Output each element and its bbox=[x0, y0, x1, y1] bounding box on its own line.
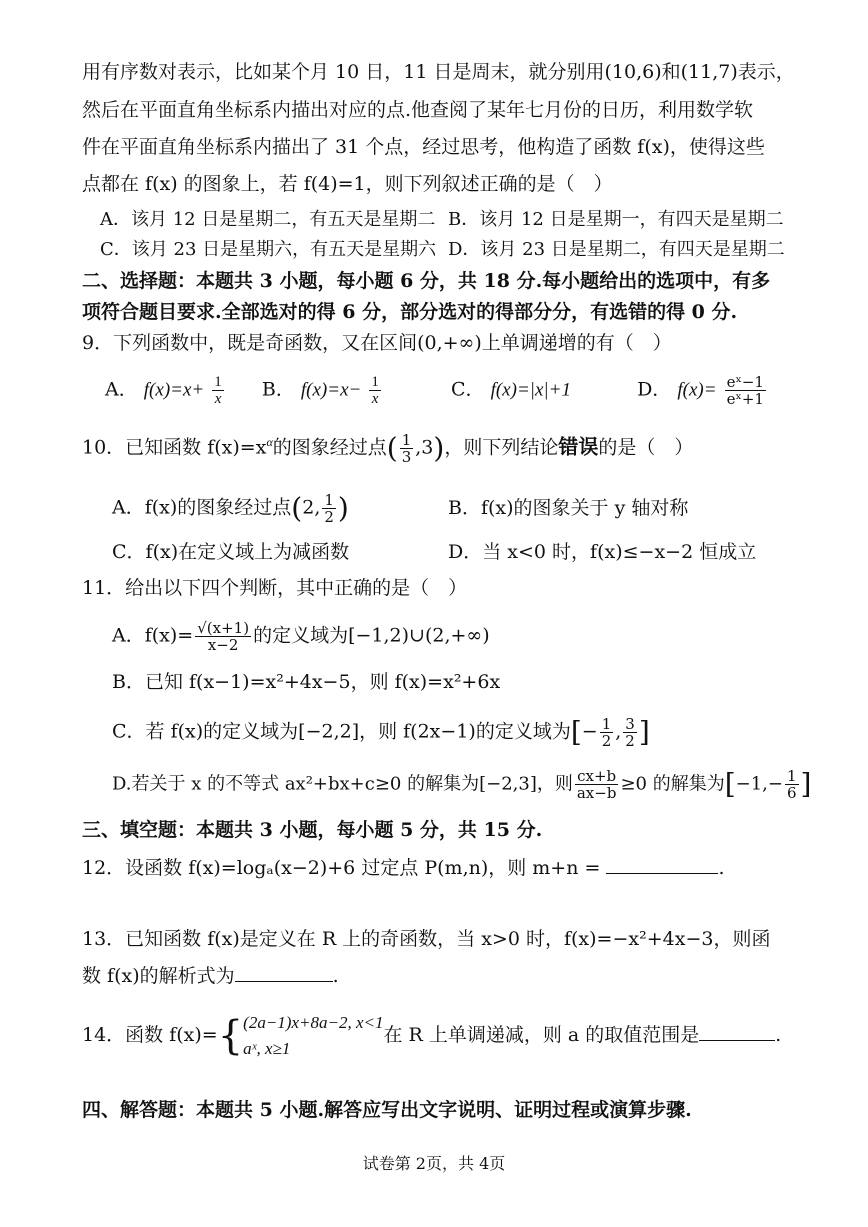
q10-exponent: α bbox=[266, 435, 273, 449]
q11-option-d-text: D.若关于 x 的不等式 ax²+bx+c≥0 的解集为[−2,3]，则 bbox=[112, 773, 573, 795]
intro-line-2: 然后在平面直角坐标系内描出对应的点.他查阅了某年七月份的日历，利用数学软 bbox=[82, 99, 754, 121]
q12-text: 12．设函数 f(x)=logₐ(x−2)+6 过定点 P(m,n)，则 m+n = bbox=[82, 857, 601, 879]
fraction-denominator: x bbox=[371, 391, 379, 407]
q10-option-a-text: A．f(x)的图象经过点 bbox=[112, 496, 292, 519]
q11-option-c: C．若 f(x)的定义域为[−2,2]，则 f(2x−1)的定义域为[− $\frac{1}{2}$ , $\frac{3}{2}$ ] bbox=[112, 715, 650, 750]
fraction-denominator: x bbox=[214, 391, 222, 407]
section-2-heading-line-1: 二、选择题：本题共 3 小题，每小题 6 分，共 18 分.每小题给出的选项中，有多 bbox=[82, 270, 771, 292]
q9-option-c-label: C． bbox=[450, 378, 485, 401]
q11-option-d: D.若关于 x 的不等式 ax²+bx+c≥0 的解集为[−2,3]，则 $\frac{cx+b}{ax-b}$ ≥0 的解集为[−1,− $\frac{1}{6}$ ] bbox=[112, 767, 812, 802]
page-footer: 试卷第 2页，共 4页 bbox=[362, 1154, 506, 1173]
q11-option-d-text-2: ≥0 的解集为 bbox=[620, 773, 725, 795]
q11-stem: 11．给出以下四个判断，其中正确的是（ ） bbox=[82, 577, 468, 599]
q11-option-a-function: A．f(x)= bbox=[112, 624, 194, 647]
q11-option-c-text: C．若 f(x)的定义域为[−2,2]，则 f(2x−1)的定义域为 bbox=[112, 720, 571, 743]
q11-option-d-interval-right bbox=[785, 768, 799, 801]
q9-option-a-expr: f(x)=x+ bbox=[143, 379, 205, 401]
q10-stem-text-2: ，则下列结论 bbox=[444, 436, 559, 459]
intro-line-1: 用有序数对表示，比如某个月 10 日，11 日是周末，就分别用(10,6)和(11,7)表示， bbox=[82, 61, 795, 83]
intro-line-3: 件在平面直角坐标系内描出了 31 个点，经过思考，他构造了函数 f(x)，使得这些 bbox=[82, 136, 765, 158]
intro-line-4: 点都在 f(x) 的图象上，若 f(4)=1，则下列叙述正确的是（ ） bbox=[82, 173, 613, 195]
q9-option-b-fraction bbox=[369, 374, 381, 407]
q8-option-b: B．该月 12 日是星期一，有四天是星期二 bbox=[448, 209, 784, 230]
q14-case-1: (2a−1)x+8a−2, x<1 bbox=[243, 1013, 384, 1032]
fraction-numerator: 1 bbox=[401, 430, 412, 449]
q10-option-c: C．f(x)在定义域上为减函数 bbox=[112, 541, 350, 563]
fraction-numerator: 1 bbox=[786, 767, 797, 785]
q9-option-b-expr: f(x)=x− bbox=[300, 379, 362, 401]
q14-text: 在 R 上单调递减，则 a 的取值范围是 bbox=[383, 1024, 700, 1046]
q10-option-b: B．f(x)的图象关于 y 轴对称 bbox=[448, 497, 689, 519]
q9-option-a-fraction bbox=[212, 374, 224, 407]
q9-option-d-fraction bbox=[725, 374, 766, 407]
fraction-numerator: 1 bbox=[324, 491, 334, 509]
fraction-numerator: cx+b bbox=[575, 768, 619, 785]
q9-option-d-label: D． bbox=[637, 378, 672, 401]
fraction-denominator: 6 bbox=[786, 784, 797, 802]
q9-options bbox=[105, 374, 768, 407]
q13-answer-blank[interactable] bbox=[235, 981, 333, 982]
section-3-heading: 三、填空题：本题共 3 小题，每小题 5 分，共 15 分. bbox=[82, 819, 543, 841]
q11-option-b: B．已知 f(x−1)=x²+4x−5，则 f(x)=x²+6x bbox=[112, 671, 501, 693]
q13-line-2: 数 f(x)的解析式为 . bbox=[82, 965, 339, 987]
q9-stem: 9．下列函数中，既是奇函数，又在区间(0,+∞)上单调递增的有（ ） bbox=[82, 332, 672, 354]
q13-text: 数 f(x)的解析式为 bbox=[82, 965, 235, 987]
q10-option-d: D．当 x<0 时，f(x)≤−x−2 恒成立 bbox=[448, 541, 757, 563]
q9-option-a-label: A． bbox=[105, 378, 138, 401]
q10-stem-text-3: 的是（ ） bbox=[598, 436, 694, 459]
fraction-denominator: 2 bbox=[601, 732, 612, 750]
fraction-numerator: 1 bbox=[601, 715, 612, 733]
fraction-denominator: x−2 bbox=[207, 636, 239, 654]
q14-piecewise-cases bbox=[243, 1010, 383, 1062]
fraction-numerator: 3 bbox=[625, 715, 635, 733]
q10-option-a: A．f(x)的图象经过点(2, $\frac{1}{2}$ ) bbox=[112, 491, 349, 526]
q10-point-x bbox=[400, 432, 414, 465]
fraction-denominator: ax−b bbox=[576, 784, 617, 802]
section-2-heading-line-2: 项符合题目要求.全部选对的得 6 分，部分选对的得部分分，有选错的得 0 分. bbox=[82, 301, 738, 323]
section-4-heading: 四、解答题：本题共 5 小题.解答应写出文字说明、证明过程或演算步骤. bbox=[82, 1099, 692, 1121]
q10-option-a-point-y bbox=[322, 492, 336, 525]
q10-stem: 10．已知函数 $f(x)=x^\alpha$的图象经过点( $\frac{1}{3}$ ,3)，则下列结论错误的是（ ） bbox=[82, 430, 694, 466]
q11-option-a bbox=[112, 620, 490, 653]
fraction-numerator: √(x+1) bbox=[197, 619, 250, 637]
q11-option-c-right-bound bbox=[623, 716, 637, 749]
q14-function: 14．函数 f(x)= bbox=[82, 1024, 218, 1046]
q14-answer-blank[interactable] bbox=[699, 1040, 775, 1041]
q9-option-b-label: B． bbox=[261, 378, 295, 401]
q11-option-c-left-bound bbox=[600, 716, 614, 749]
fraction-denominator: eˣ+1 bbox=[726, 390, 764, 408]
q10-option-a-point-x: 2, bbox=[302, 496, 321, 519]
q9-option-d-expr: f(x)= bbox=[677, 379, 717, 401]
q13-line-1: 13．已知函数 f(x)是定义在 R 上的奇函数，当 x>0 时，f(x)=−x²+4x−3，则函 bbox=[82, 928, 771, 950]
q12: 12．设函数 f(x)=logₐ(x−2)+6 过定点 P(m,n)，则 m+n = . bbox=[82, 857, 725, 879]
q12-answer-blank[interactable] bbox=[606, 873, 718, 874]
fraction-denominator: 3 bbox=[401, 447, 412, 466]
q10-stem-text: 的图象经过点 bbox=[272, 436, 387, 459]
q8-option-c: C．该月 23 日是星期六，有五天是星期六 bbox=[100, 239, 437, 260]
q14: 14．函数 f(x)={ (2a−1)x+8a−2, x<1 aˣ, x≥1 在 R 上单调递减，则 a 的取值范围是 . bbox=[82, 1010, 781, 1062]
fraction-denominator: 2 bbox=[625, 732, 635, 750]
q11-option-a-fraction bbox=[195, 620, 251, 653]
fraction-numerator: 1 bbox=[214, 374, 222, 390]
q10-point-y: ,3 bbox=[415, 436, 434, 459]
q9-option-c-expr: f(x)=|x|+1 bbox=[490, 379, 571, 401]
q11-option-a-domain: 的定义域为[−1,2)∪(2,+∞) bbox=[253, 624, 490, 647]
q11-option-d-fraction bbox=[575, 768, 619, 801]
q8-option-a: A．该月 12 日是星期二，有五天是星期二 bbox=[100, 209, 436, 230]
q8-option-d: D．该月 23 日是星期二，有四天是星期二 bbox=[448, 239, 785, 260]
q14-case-2: aˣ, x≥1 bbox=[243, 1039, 291, 1058]
fraction-numerator: eˣ−1 bbox=[726, 373, 764, 391]
q10-stem-function: 10．已知函数 f(x)=x bbox=[82, 436, 267, 459]
fraction-numerator: 1 bbox=[371, 374, 379, 390]
q11-option-d-interval-left: −1,− bbox=[735, 773, 783, 795]
fraction-denominator: 2 bbox=[324, 508, 334, 526]
q10-stem-emphasis: 错误 bbox=[558, 434, 599, 459]
